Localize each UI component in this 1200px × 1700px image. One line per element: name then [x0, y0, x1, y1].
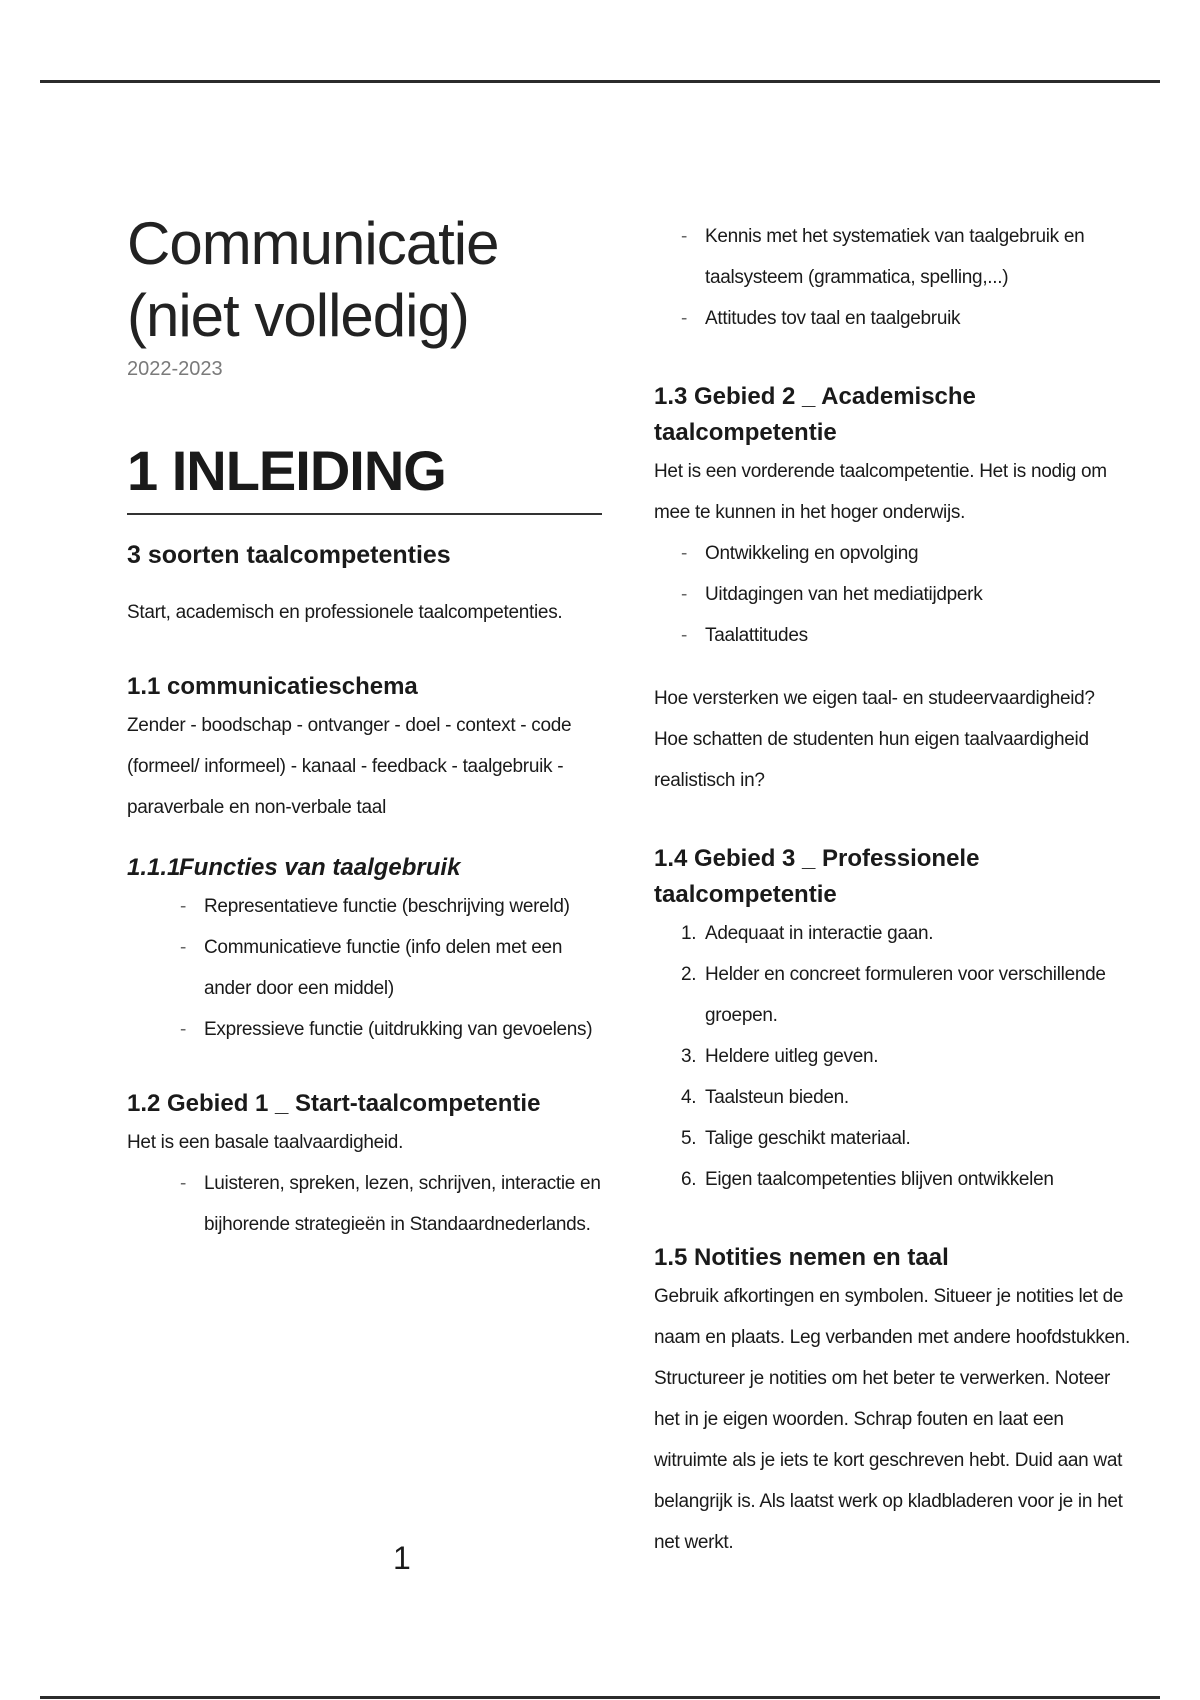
- left-column: [127, 208, 602, 1245]
- list-item: - Ontwikkeling en opvolging: [654, 533, 1134, 574]
- functions-list: [127, 886, 602, 1050]
- list-item: 5. Talige geschikt materiaal.: [654, 1118, 1134, 1159]
- list-item: 3. Heldere uitleg geven.: [654, 1036, 1134, 1077]
- question-1: Hoe versterken we eigen taal- en studeervaardigheid?: [654, 688, 1095, 709]
- list-item: 6. Eigen taalcompetenties blijven ontwikkelen: [654, 1159, 1134, 1200]
- start-competence-list-part2: [654, 216, 1134, 339]
- page-number: 1: [393, 1540, 411, 1576]
- section-title: Gebied 1 _ Start-taalcompetentie: [167, 1090, 541, 1117]
- list-number: 4.: [681, 1087, 697, 1108]
- list-dash: -: [681, 226, 688, 247]
- section-1-3-heading: [654, 379, 1134, 451]
- section-1-3-text: Het is een vorderende taalcompetentie. Het is nodig om mee te kunnen in het hoger onderwijs.: [654, 461, 1107, 523]
- list-item: - Representatieve functie (beschrijving wereld): [153, 886, 602, 927]
- question-2: Hoe schatten de studenten hun eigen taalvaardigheid realistisch in?: [654, 729, 1089, 791]
- professional-competence-list: [654, 913, 1134, 1200]
- section-number: 1.1: [127, 673, 161, 700]
- list-number: 3.: [681, 1046, 697, 1067]
- intro-heading: 3 soorten taalcompetenties: [127, 541, 451, 569]
- list-dash: -: [180, 1173, 187, 1194]
- section-title: Functies van taalgebruik: [179, 854, 461, 881]
- section-number: 1.4: [654, 845, 688, 872]
- list-item: - Kennis met het systematiek van taalgebruik en taalsysteem (grammatica, spelling,...): [654, 216, 1134, 298]
- section-1-5-heading: [654, 1240, 1134, 1276]
- list-item: - Expressieve functie (uitdrukking van gevoelens): [153, 1009, 602, 1050]
- list-number: 6.: [681, 1169, 697, 1190]
- list-item: - Taalattitudes: [654, 615, 1134, 656]
- section-title: Gebied 2 _ Academische taalcompetentie: [654, 383, 976, 446]
- section-1-2-text: Het is een basale taalvaardigheid.: [127, 1132, 404, 1153]
- section-number: 1.2: [127, 1090, 161, 1117]
- list-item: - Communicatieve functie (info delen met een ander door een middel): [153, 927, 602, 1009]
- list-dash: -: [180, 896, 187, 917]
- list-dash: -: [180, 937, 187, 958]
- section-1-2-heading: [127, 1086, 602, 1122]
- start-competence-list-part1: [127, 1163, 602, 1245]
- footer-rule: [40, 1696, 1160, 1699]
- section-1-5-text: Gebruik afkortingen en symbolen. Situeer je notities let de naam en plaats. Leg verbanden met andere hoofdstukken. Structureer je notities om het beter te verwerken. Noteer het in je eigen woorden. Schrap fouten en laat een witruimte als je iets te kort geschreven hebt. Duid aan wat belangrijk is. Als laatst werk op kladbladeren voor je in het net werkt.: [654, 1286, 1131, 1553]
- list-dash: -: [681, 308, 688, 329]
- list-dash: -: [681, 625, 688, 646]
- section-1-1-text: Zender - boodschap - ontvanger - doel - context - code (formeel/ informeel) - kanaal - feedback - taalgebruik - paraverbale en non-verbale taal: [127, 715, 572, 818]
- list-item: - Luisteren, spreken, lezen, schrijven, interactie en bijhorende strategieën in Standaardnederlands.: [153, 1163, 602, 1245]
- section-title: Notities nemen en taal: [694, 1244, 949, 1271]
- list-dash: -: [180, 1019, 187, 1040]
- academic-competence-list: [654, 533, 1134, 656]
- intro-text: Start, academisch en professionele taalcompetenties.: [127, 602, 563, 623]
- chapter-heading: 1 INLEIDING: [127, 439, 602, 515]
- list-dash: -: [681, 584, 688, 605]
- list-number: 1.: [681, 923, 697, 944]
- list-item: - Uitdagingen van het mediatijdperk: [654, 574, 1134, 615]
- list-item: 1. Adequaat in interactie gaan.: [654, 913, 1134, 954]
- list-number: 5.: [681, 1128, 697, 1149]
- section-title: communicatieschema: [167, 673, 418, 700]
- list-dash: -: [681, 543, 688, 564]
- section-number: 1.5: [654, 1244, 688, 1271]
- right-column: [654, 216, 1134, 1563]
- document-year: 2022-2023: [127, 358, 223, 380]
- section-number: 1.1.1: [127, 854, 181, 881]
- document-title: Communicatie (niet volledig): [127, 210, 499, 349]
- section-title: Gebied 3 _ Professionele taalcompetentie: [654, 845, 980, 908]
- section-1-4-heading: [654, 841, 1134, 913]
- section-1-1-1-heading: [127, 850, 602, 886]
- list-item: 4. Taalsteun bieden.: [654, 1077, 1134, 1118]
- list-number: 2.: [681, 964, 697, 985]
- section-1-1-heading: [127, 669, 602, 705]
- section-number: 1.3: [654, 383, 688, 410]
- list-item: - Attitudes tov taal en taalgebruik: [654, 298, 1134, 339]
- list-item: 2. Helder en concreet formuleren voor verschillende groepen.: [654, 954, 1134, 1036]
- header-rule: [40, 80, 1160, 83]
